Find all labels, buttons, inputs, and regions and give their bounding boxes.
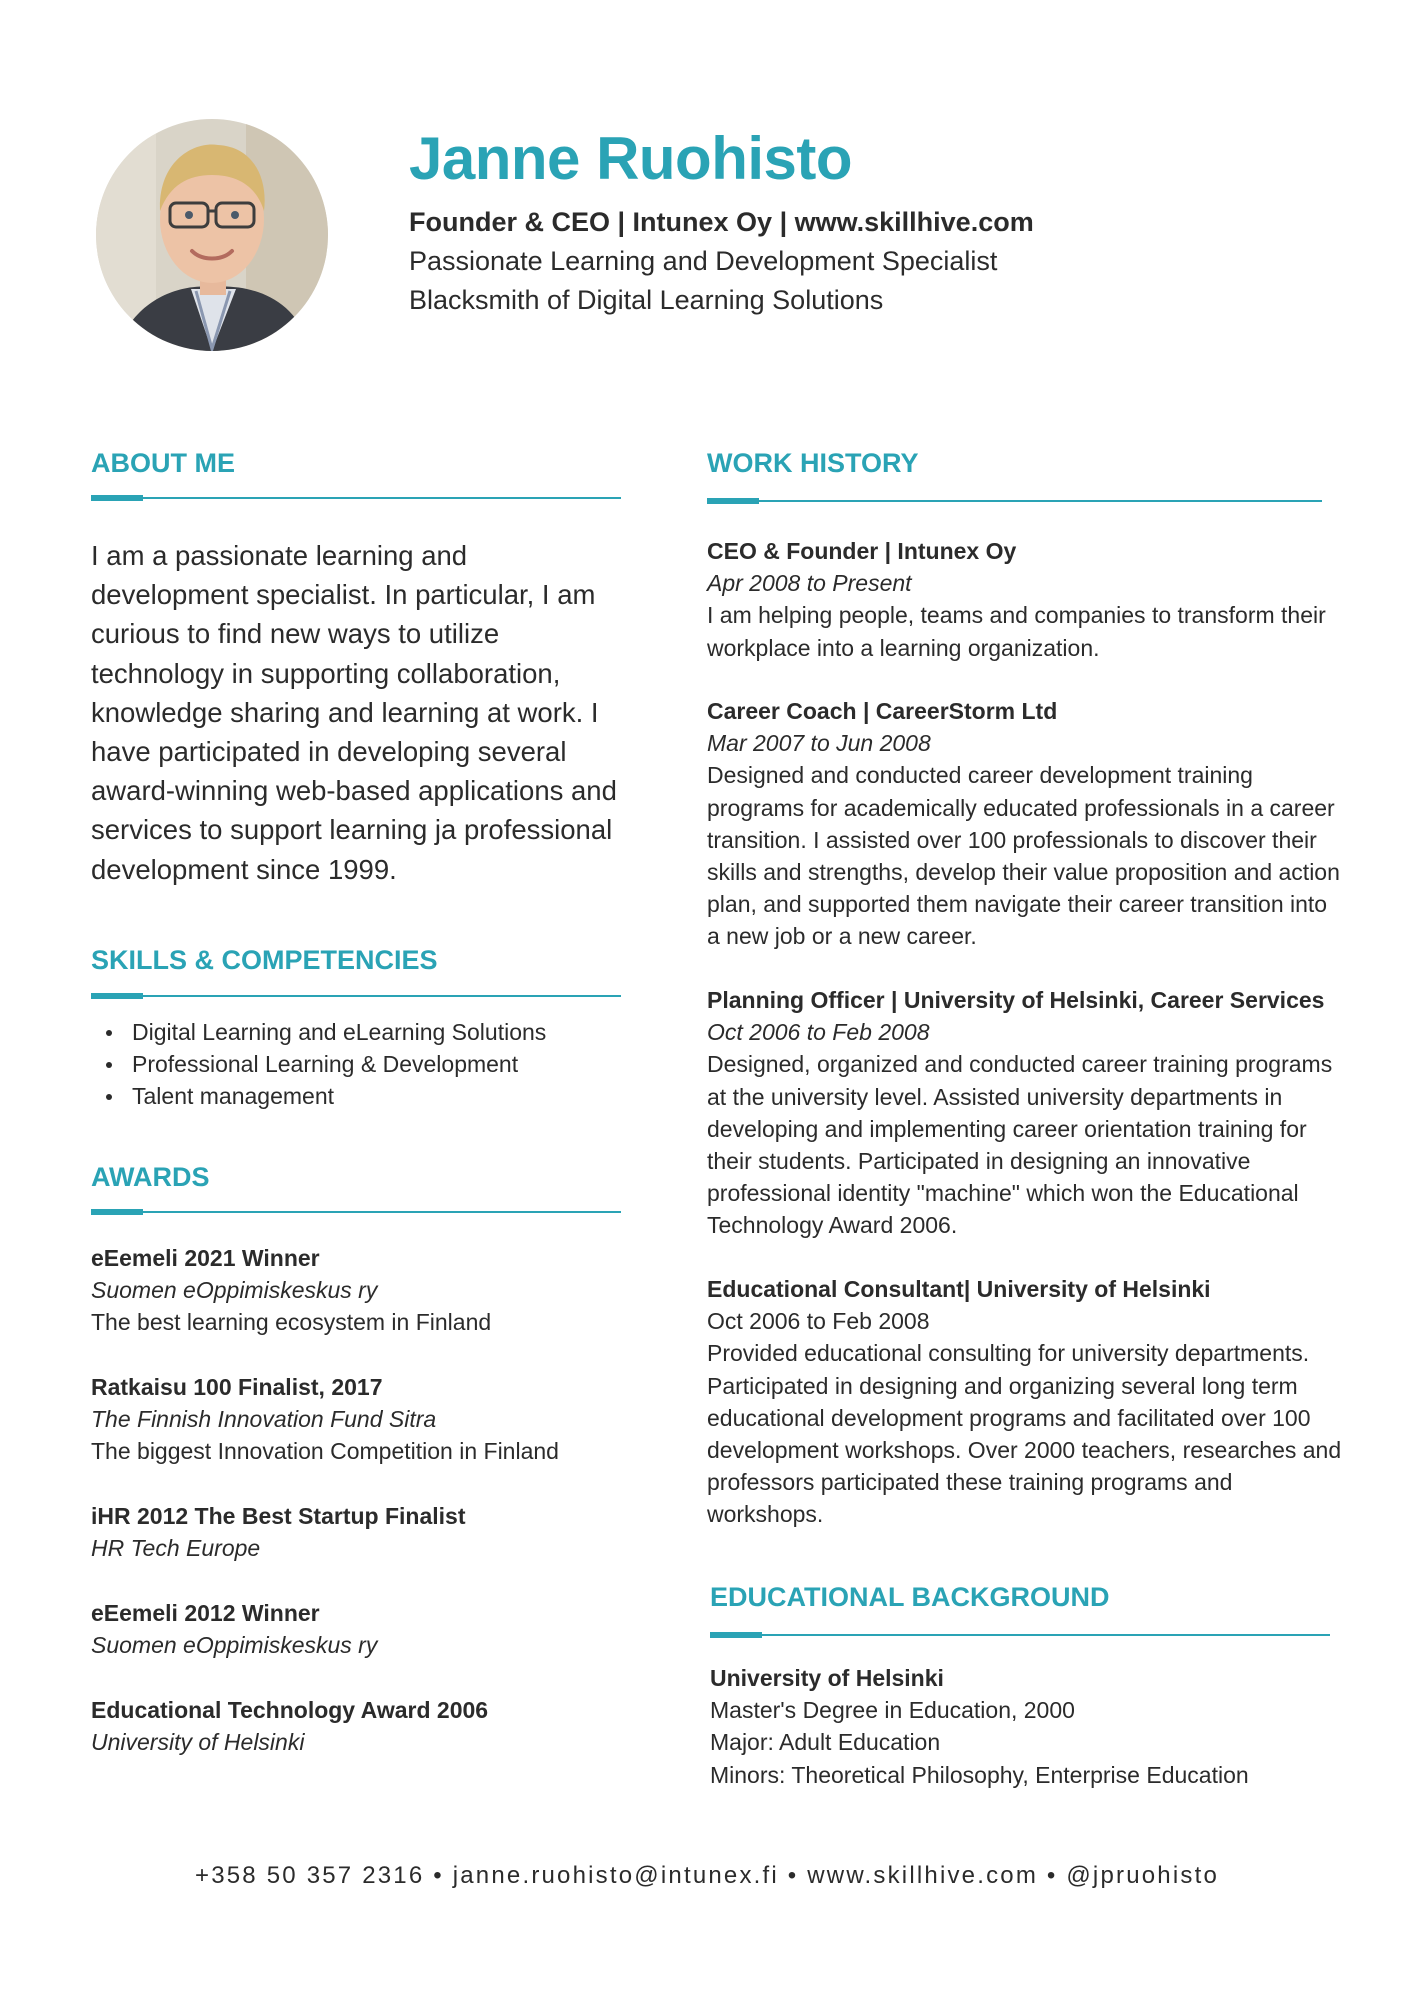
work-heading: WORK HISTORY: [707, 448, 919, 478]
skills-heading: SKILLS & COMPETENCIES: [91, 945, 438, 975]
about-heading: ABOUT ME: [91, 448, 235, 478]
award-org: Suomen eOppimiskeskus ry: [91, 1632, 378, 1659]
work-item: [707, 695, 1342, 953]
awards-heading: AWARDS: [91, 1162, 210, 1192]
education-line: Master's Degree in Education, 2000: [710, 1697, 1075, 1724]
award-org: University of Helsinki: [91, 1729, 305, 1756]
about-text: I am a passionate learning and development specialist. In particular, I am curious to find new ways to utilize technology in supporting collaboration, knowledge sharing and learning at work. I have participated in developing several award-winning web-based applications and services to support learning ja professional development since 1999.: [91, 540, 617, 885]
header-subtitle-2: Blacksmith of Digital Learning Solutions: [409, 285, 884, 315]
work-dates: Apr 2008 to Present: [707, 570, 912, 597]
work-title: Educational Consultant| University of Helsinki: [707, 1276, 1211, 1302]
award-org: Suomen eOppimiskeskus ry: [91, 1277, 378, 1304]
work-item: [707, 535, 1342, 664]
work-description: Designed, organized and conducted career training programs at the university level. Assisted university departments in developing and implementing career orientation training for their students. Participated in designing an innovative professional identity "machine" which won the Educational Technology Award 2006.: [707, 1051, 1333, 1239]
award-item: [91, 1694, 631, 1758]
award-title: eEemeli 2021 Winner: [91, 1245, 320, 1271]
list-item: Digital Learning and eLearning Solutions: [91, 1016, 546, 1048]
work-title: Planning Officer | University of Helsinki, Career Services: [707, 987, 1325, 1013]
education-line: Minors: Theoretical Philosophy, Enterprise Education: [710, 1761, 1249, 1788]
education-line: Major: Adult Education: [710, 1729, 941, 1756]
award-title: Educational Technology Award 2006: [91, 1697, 489, 1723]
portrait-photo: [96, 119, 328, 351]
header-subtitle-1: Passionate Learning and Development Specialist: [409, 246, 998, 276]
award-title: iHR 2012 The Best Startup Finalist: [91, 1503, 466, 1529]
work-item: [707, 1273, 1342, 1531]
award-title: eEemeli 2012 Winner: [91, 1600, 320, 1626]
award-note: The best learning ecosystem in Finland: [91, 1309, 492, 1336]
work-title: CEO & Founder | Intunex Oy: [707, 538, 1017, 564]
work-dates: Mar 2007 to Jun 2008: [707, 730, 931, 757]
about-divider: [91, 497, 621, 499]
profile-photo: [96, 119, 328, 351]
work-description: Designed and conducted career development training programs for academically educated professionals in a career transition. I assisted over 100 professionals to discover their skills and strengths, develop their value proposition and action plan, and supported them navigate their career transition into a new job or a new career.: [707, 762, 1340, 950]
award-item: [91, 1500, 631, 1564]
footer-contact: +358 50 357 2316 • janne.ruohisto@intunex.fi • www.skillhive.com • @jpruohisto: [195, 1862, 1219, 1889]
award-item: [91, 1242, 631, 1339]
work-item: [707, 984, 1342, 1242]
education-heading: EDUCATIONAL BACKGROUND: [710, 1582, 1110, 1612]
education-divider: [710, 1634, 1330, 1636]
skills-divider: [91, 995, 621, 997]
education-item: [710, 1662, 1345, 1791]
education-school: University of Helsinki: [710, 1665, 944, 1691]
award-note: The biggest Innovation Competition in Finland: [91, 1438, 559, 1465]
work-title: Career Coach | CareerStorm Ltd: [707, 698, 1058, 724]
skills-list: [91, 1016, 546, 1112]
award-org: HR Tech Europe: [91, 1535, 261, 1562]
header-role-line: Founder & CEO | Intunex Oy | www.skillhive.com: [409, 207, 1034, 237]
award-item: [91, 1597, 631, 1661]
work-divider: [707, 500, 1322, 502]
award-title: Ratkaisu 100 Finalist, 2017: [91, 1374, 383, 1400]
work-dates: Oct 2006 to Feb 2008: [707, 1019, 930, 1046]
list-item: Talent management: [91, 1080, 546, 1112]
candidate-name: Janne Ruohisto: [409, 125, 853, 192]
header-tagline: [409, 203, 1034, 320]
work-dates: Oct 2006 to Feb 2008: [707, 1308, 930, 1335]
award-org: The Finnish Innovation Fund Sitra: [91, 1406, 437, 1433]
awards-divider: [91, 1211, 621, 1213]
list-item: Professional Learning & Development: [91, 1048, 546, 1080]
award-item: [91, 1371, 631, 1468]
work-description: Provided educational consulting for university departments. Participated in designing and organizing several long term educational development programs and facilitated over 100 development workshops. Over 2000 teachers, researches and professors participated these training programs and workshops.: [707, 1340, 1342, 1528]
work-description: I am helping people, teams and companies to transform their workplace into a learning organization.: [707, 602, 1326, 661]
